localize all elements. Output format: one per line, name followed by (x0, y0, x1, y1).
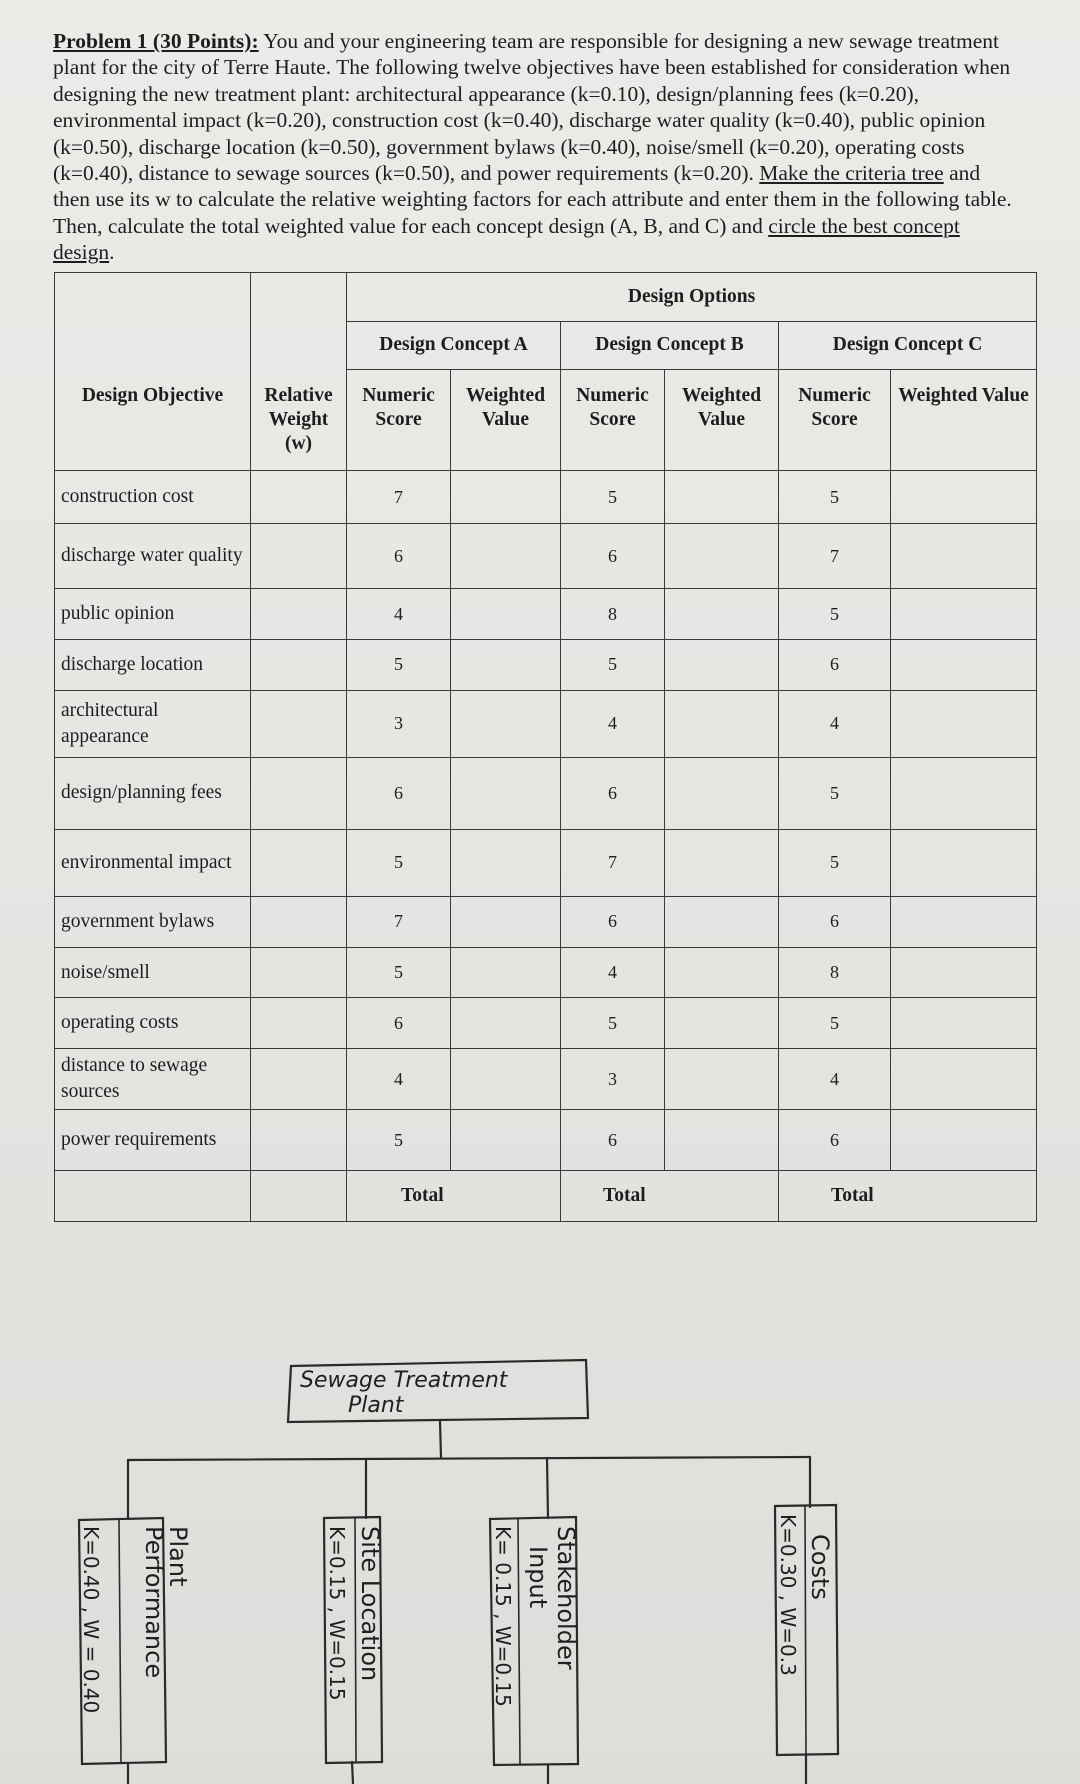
concept-b-score: 6 (561, 758, 665, 830)
problem-text-part3: . (109, 240, 115, 265)
concept-a-weighted-cell (451, 947, 561, 998)
concept-b-weighted-cell (665, 897, 779, 948)
relative-weight-cell (251, 639, 347, 690)
concept-b-score: 6 (561, 523, 665, 588)
concept-c-score: 5 (779, 758, 891, 830)
branch4-label-line1: Costs (806, 1534, 834, 1600)
relative-weight-cell (251, 690, 347, 757)
concept-c-score: 5 (779, 471, 891, 524)
table-row (55, 690, 1037, 757)
concept-c-weighted-cell (891, 1048, 1037, 1109)
table-row (55, 639, 1037, 690)
concept-a-score: 5 (347, 947, 451, 998)
criteria-tree-instruction: Make the criteria tree (759, 161, 944, 186)
concept-a-score: 6 (347, 758, 451, 830)
score-rows (55, 471, 1037, 1171)
objective-cell: construction cost (55, 471, 251, 524)
concept-b-weighted-cell (665, 829, 779, 896)
table-row (55, 1110, 1037, 1171)
concept-c-weighted-cell (891, 897, 1037, 948)
concept-c-score: 8 (779, 947, 891, 998)
concept-a-score: 6 (347, 998, 451, 1049)
concept-b-weighted-cell (665, 471, 779, 524)
relative-weight-cell (251, 998, 347, 1049)
concept-b-header: Design Concept B (561, 321, 779, 370)
branch1-label-line1: Plant (164, 1526, 192, 1587)
branch1-weights: K=0.40 , W = 0.40 (79, 1526, 103, 1714)
concept-a-score: 4 (347, 1048, 451, 1109)
total-blank-cell (251, 1171, 347, 1222)
concept-a-weighted-cell (451, 998, 561, 1049)
concept-c-score: 6 (779, 1110, 891, 1171)
concept-c-score: 5 (779, 589, 891, 640)
numeric-score-header: Numeric Score (347, 370, 451, 471)
concept-a-score: 5 (347, 829, 451, 896)
table-row (55, 897, 1037, 948)
branch3-label-line1: Stakeholder (552, 1526, 580, 1670)
table-row (55, 998, 1037, 1049)
table-row (55, 829, 1037, 896)
branch2-label-line1: Site Location (356, 1526, 384, 1682)
concept-b-score: 3 (561, 1048, 665, 1109)
concept-b-score: 5 (561, 639, 665, 690)
branch1-label-line2: Performance (140, 1526, 168, 1679)
concept-b-weighted-cell (665, 1110, 779, 1171)
table-row (55, 523, 1037, 588)
problem-text-part1: You and your engineering team are responsible for designing a new sewage treatment plant for the city of Terre Haute. The following twelve objectives have been established for consideration when designing the new treatment plant: architectural appearance (k=0.10), design/planning fees (k=0.20), environmental impact (k=0.20), construction cost (k=0.40), discharge water quality (k=0.40), public opinion (k=0.50), discharge location (k=0.50), government bylaws (k=0.40), noise/smell (k=0.20), operating costs (k=0.40), distance to sewage sources (k=0.50), and power requirements (k=0.20). (53, 29, 1011, 186)
header-row-options (55, 273, 1037, 322)
concept-c-weighted-cell (891, 829, 1037, 896)
table-row (55, 758, 1037, 830)
concept-b-score: 7 (561, 829, 665, 896)
concept-c-score: 7 (779, 523, 891, 588)
concept-a-score: 6 (347, 523, 451, 588)
concept-b-score: 6 (561, 1110, 665, 1171)
concept-c-score: 4 (779, 1048, 891, 1109)
total-label-a: Total (347, 1171, 561, 1222)
concept-c-weighted-cell (891, 690, 1037, 757)
concept-b-weighted-cell (665, 589, 779, 640)
objective-cell: operating costs (55, 998, 251, 1049)
concept-b-score: 5 (561, 471, 665, 524)
total-label-b: Total (561, 1171, 779, 1222)
relative-weight-cell (251, 829, 347, 896)
problem-text-part2: and then use its w to calculate the relative weighting factors for each attribute and enter them in the following table. Then, calculate the total weighted value for each concept design (A, B, and C) and (53, 161, 1012, 238)
concept-c-score: 4 (779, 690, 891, 757)
concept-c-weighted-cell (891, 471, 1037, 524)
branch3-weights: K= 0.15 , W=0.15 (491, 1526, 515, 1707)
concept-a-weighted-cell (451, 589, 561, 640)
relative-weight-cell (251, 471, 347, 524)
concept-a-score: 7 (347, 897, 451, 948)
concept-b-score: 4 (561, 947, 665, 998)
concept-a-score: 5 (347, 639, 451, 690)
concept-c-score: 5 (779, 998, 891, 1049)
circle-best-instruction: circle the best concept design (53, 213, 960, 265)
branch-divider-2 (355, 1518, 356, 1762)
header-row-columns (55, 370, 1037, 471)
concept-c-weighted-cell (891, 639, 1037, 690)
branch-drop-3 (547, 1458, 548, 1518)
numeric-score-header: Numeric Score (779, 370, 891, 471)
total-blank-cell (55, 1171, 251, 1222)
weighted-value-header: Weighted Value (891, 370, 1037, 471)
branch-divider-4 (805, 1506, 806, 1754)
concept-c-score: 5 (779, 829, 891, 896)
concept-b-weighted-cell (665, 523, 779, 588)
concept-b-weighted-cell (665, 998, 779, 1049)
concept-a-weighted-cell (451, 523, 561, 588)
objective-cell: power requirements (55, 1110, 251, 1171)
concept-c-header: Design Concept C (779, 321, 1037, 370)
numeric-score-header: Numeric Score (561, 370, 665, 471)
concept-b-score: 4 (561, 690, 665, 757)
design-objective-header: Design Objective (55, 370, 251, 471)
concept-b-weighted-cell (665, 639, 779, 690)
branch3-label-line2: Input (524, 1546, 552, 1609)
table-row (55, 947, 1037, 998)
blank-header-cell (251, 273, 347, 370)
concept-a-weighted-cell (451, 690, 561, 757)
objective-cell: environmental impact (55, 829, 251, 896)
concept-c-weighted-cell (891, 589, 1037, 640)
relative-weight-cell (251, 1048, 347, 1109)
root-label-line1: Sewage Treatment (300, 1368, 508, 1393)
objective-cell: public opinion (55, 589, 251, 640)
concept-a-weighted-cell (451, 1048, 561, 1109)
concept-b-weighted-cell (665, 758, 779, 830)
concept-c-weighted-cell (891, 523, 1037, 588)
concept-a-weighted-cell (451, 829, 561, 896)
relative-weight-cell (251, 758, 347, 830)
objective-cell: design/planning fees (55, 758, 251, 830)
blank-header-cell (55, 273, 251, 370)
relative-weight-cell (251, 523, 347, 588)
branch4-weights: K=0.30 , W=0.3 (776, 1514, 800, 1676)
concept-a-weighted-cell (451, 1110, 561, 1171)
tree-crossbar (128, 1457, 810, 1460)
branch2-weights: K=0.15 , W=0.15 (325, 1526, 349, 1701)
weighted-value-header: Weighted Value (451, 370, 561, 471)
branch-divider-3 (518, 1519, 520, 1764)
relative-weight-cell (251, 897, 347, 948)
concept-a-score: 3 (347, 690, 451, 757)
concept-c-weighted-cell (891, 998, 1037, 1049)
criteria-tree-drawing (0, 1300, 1080, 1784)
root-label-line2: Plant (348, 1393, 404, 1418)
concept-b-weighted-cell (665, 690, 779, 757)
evaluation-table (54, 272, 1037, 1222)
concept-a-score: 7 (347, 471, 451, 524)
criteria-tree (0, 1300, 1080, 1784)
objective-cell: architectural appearance (55, 690, 251, 757)
concept-a-score: 5 (347, 1110, 451, 1171)
total-row (55, 1171, 1037, 1222)
table-row (55, 471, 1037, 524)
concept-b-weighted-cell (665, 947, 779, 998)
weighted-value-header: Weighted Value (665, 370, 779, 471)
concept-b-score: 8 (561, 589, 665, 640)
problem-statement (53, 28, 1013, 266)
concept-a-weighted-cell (451, 471, 561, 524)
branch-tail-2 (352, 1762, 353, 1784)
concept-c-weighted-cell (891, 1110, 1037, 1171)
branch-divider-1 (119, 1520, 121, 1762)
problem-heading: Problem 1 (30 Points): (53, 29, 259, 53)
table-row (55, 589, 1037, 640)
concept-c-weighted-cell (891, 758, 1037, 830)
concept-a-score: 4 (347, 589, 451, 640)
relative-weight-header: Relative Weight (w) (251, 370, 347, 471)
concept-a-weighted-cell (451, 758, 561, 830)
objective-cell: discharge location (55, 639, 251, 690)
concept-c-score: 6 (779, 897, 891, 948)
concept-c-score: 6 (779, 639, 891, 690)
objective-cell: discharge water quality (55, 523, 251, 588)
objective-cell: government bylaws (55, 897, 251, 948)
table-row (55, 1048, 1037, 1109)
design-options-header: Design Options (347, 273, 1037, 322)
root-stem (440, 1421, 441, 1458)
relative-weight-cell (251, 589, 347, 640)
objective-cell: distance to sewage sources (55, 1048, 251, 1109)
concept-a-header: Design Concept A (347, 321, 561, 370)
total-label-c: Total (779, 1171, 1037, 1222)
concept-b-score: 6 (561, 897, 665, 948)
concept-a-weighted-cell (451, 639, 561, 690)
concept-c-weighted-cell (891, 947, 1037, 998)
concept-a-weighted-cell (451, 897, 561, 948)
relative-weight-cell (251, 1110, 347, 1171)
objective-cell: noise/smell (55, 947, 251, 998)
concept-b-weighted-cell (665, 1048, 779, 1109)
concept-b-score: 5 (561, 998, 665, 1049)
relative-weight-cell (251, 947, 347, 998)
